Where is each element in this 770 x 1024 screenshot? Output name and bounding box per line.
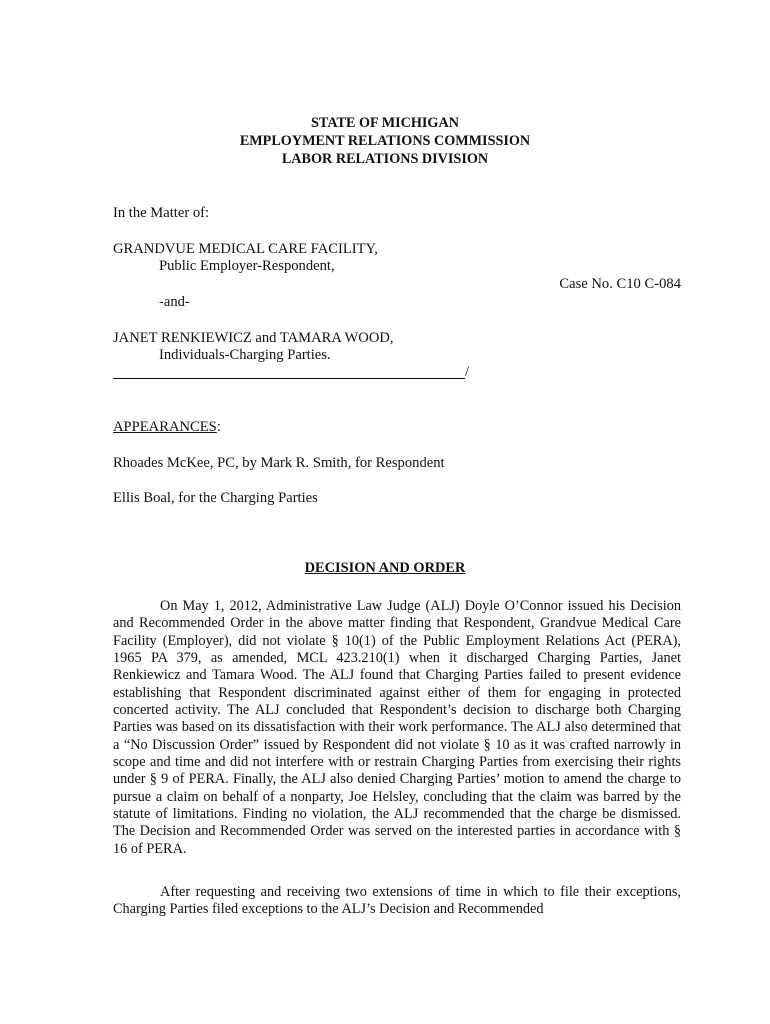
decision-paragraph-1: On May 1, 2012, Administrative Law Judge (ALJ) Doyle O’Connor issued his Decision and Recommended Order in the above matter finding that Respondent, Grandvue Medical Care Facility (Employer), did not violate § 10(1) of the Public Employment Relations Act (PERA), 1965 PA 379, as amended, MCL 423.210(1) when it discharged Charging Parties, Janet Renkiewicz and Tamara Wood. The ALJ found that Charging Parties failed to present evidence establishing that Respondent discriminated against either of them for engaging in protected concerted activity. The ALJ concluded that Respondent’s decision to discharge both Charging Parties was based on its dissatisfaction with their work performance. The ALJ also determined that a “No Discussion Order” issued by Respondent did not violate § 10 as it was crafted narrowly in scope and time and did not interfere with or restrain Charging Parties from exercising their rights under § 9 of PERA. Finally, the ALJ also denied Charging Parties’ motion to amend the charge to pursue a claim on behalf of a nonparty, Joe Helsley, concluding that the claim was barred by the statute of limitations. Finding no violation, the ALJ recommended that the charge be dismissed. The Decision and Recommended Order was served on the interested parties in accordance with § 16 of PERA. xyxy=(113,598,681,857)
appearance-respondent: Rhoades McKee, PC, by Mark R. Smith, for Respondent xyxy=(113,455,445,471)
header-commission: EMPLOYMENT RELATIONS COMMISSION xyxy=(239,133,531,149)
appearances-colon: : xyxy=(216,419,221,435)
charging-parties-names: JANET RENKIEWICZ and TAMARA WOOD, xyxy=(113,330,394,346)
header-state: STATE OF MICHIGAN xyxy=(311,115,459,131)
and-separator: -and- xyxy=(159,294,190,310)
appearances-heading xyxy=(113,419,221,436)
appearance-charging-parties: Ellis Boal, for the Charging Parties xyxy=(113,490,318,506)
in-the-matter: In the Matter of: xyxy=(113,205,210,221)
respondent-name: GRANDVUE MEDICAL CARE FACILITY, xyxy=(113,241,378,257)
header-division: LABOR RELATIONS DIVISION xyxy=(281,151,489,167)
decision-title: DECISION AND ORDER xyxy=(304,560,466,576)
decision-paragraph-2: After requesting and receiving two extensions of time in which to file their exceptions, Charging Parties filed exceptions to the ALJ’s Decision and Recommended xyxy=(113,884,681,918)
case-number: Case No. C10 C-084 xyxy=(559,276,681,292)
caption-rule xyxy=(113,378,465,379)
appearances-label: APPEARANCES xyxy=(113,419,217,435)
caption-slash: / xyxy=(465,364,470,380)
respondent-role: Public Employer-Respondent, xyxy=(159,258,335,274)
charging-parties-role: Individuals-Charging Parties. xyxy=(159,347,331,363)
